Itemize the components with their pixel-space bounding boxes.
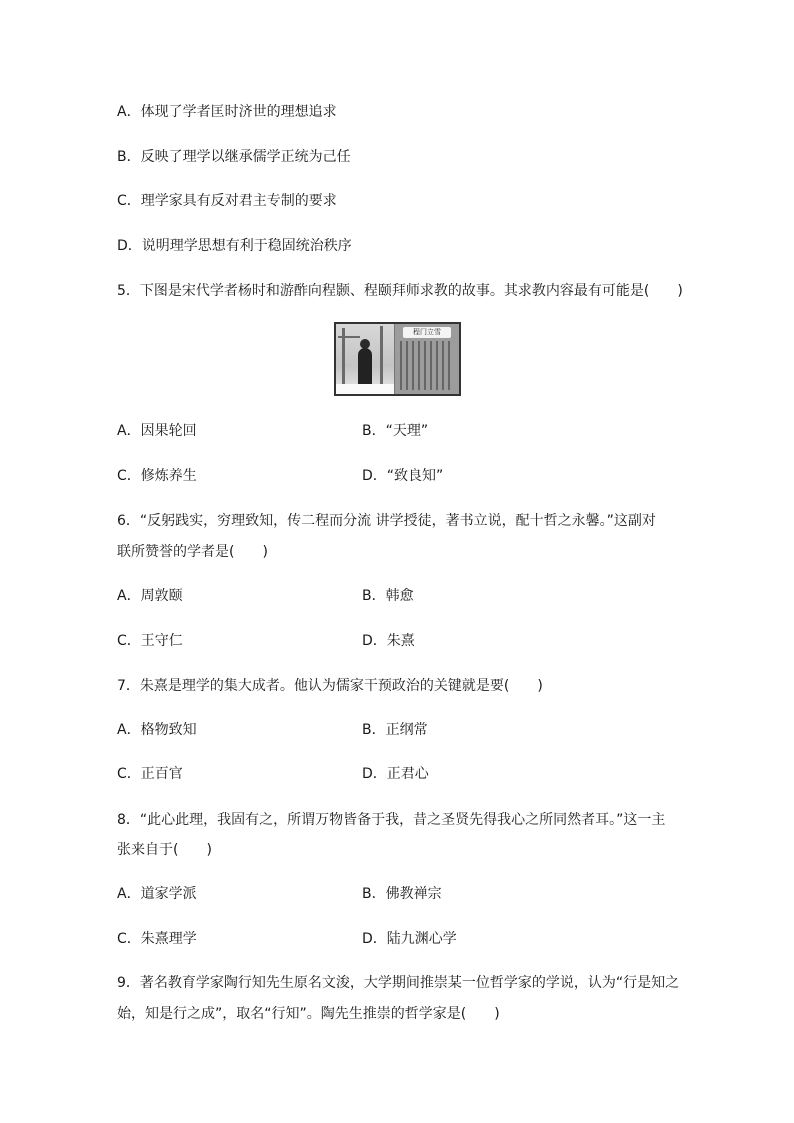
q7-option-a: A．格物致知 (117, 722, 197, 738)
q7-option-c: C．正百官 (117, 766, 183, 782)
q6-option-d: D．朱熹 (362, 633, 415, 649)
q9-stem-line-2: 始，知是行之成”，取名“行知”。陶先生推崇的哲学家是( ) (117, 1006, 500, 1022)
q6-stem-line-2: 联所赞誉的学者是( ) (117, 544, 268, 560)
q8-option-d: D．陆九渊心学 (362, 931, 457, 947)
q4-option-a: A．体现了学者匡时济世的理想追求 (117, 104, 337, 120)
q4-option-b: B．反映了理学以继承儒学正统为己任 (117, 149, 351, 165)
q9-stem-line-1: 9．著名教育学家陶行知先生原名文浚，大学期间推崇某一位哲学家的学说，认为“行是知之 (117, 975, 680, 991)
q6-stem-line-1: 6．“反躬践实，穷理致知，传二程而分流 讲学授徒，著书立说，配十哲之永馨。”这副对 (117, 513, 656, 529)
q4-option-d: D．说明理学思想有利于稳固统治秩序 (117, 238, 352, 254)
story-text-panel (395, 324, 459, 394)
q5-option-c: C．修炼养生 (117, 468, 197, 484)
q5-figure-illustration (334, 322, 461, 396)
q8-stem-line-2: 张来自于( ) (117, 842, 212, 858)
q5-option-b: B．“天理” (362, 423, 429, 439)
figure-text-block (400, 341, 454, 390)
q5-stem: 5．下图是宋代学者杨时和游酢向程颢、程颐拜师求教的故事。其求教内容最有可能是( ) (117, 283, 683, 299)
q6-option-a: A．周敦颐 (117, 588, 183, 604)
q8-stem-line-1: 8．“此心此理，我固有之，所谓万物皆备于我，昔之圣贤先得我心之所同然者耳。”这一主 (117, 812, 666, 828)
q7-option-b: B．正纲常 (362, 722, 428, 738)
q7-stem: 7．朱熹是理学的集大成者。他认为儒家干预政治的关键就是要( ) (117, 678, 543, 694)
snow-scene-picture (336, 324, 395, 394)
q7-option-d: D．正君心 (362, 766, 429, 782)
q8-option-a: A．道家学派 (117, 886, 197, 902)
q8-option-c: C．朱熹理学 (117, 931, 197, 947)
q8-option-b: B．佛教禅宗 (362, 886, 442, 902)
q5-option-d: D．“致良知” (362, 468, 444, 484)
figure-title: 程门立雪 (403, 327, 451, 338)
q4-option-c: C．理学家具有反对君主专制的要求 (117, 193, 337, 209)
q5-option-a: A．因果轮回 (117, 423, 197, 439)
q6-option-b: B．韩愈 (362, 588, 414, 604)
q6-option-c: C．王守仁 (117, 633, 183, 649)
